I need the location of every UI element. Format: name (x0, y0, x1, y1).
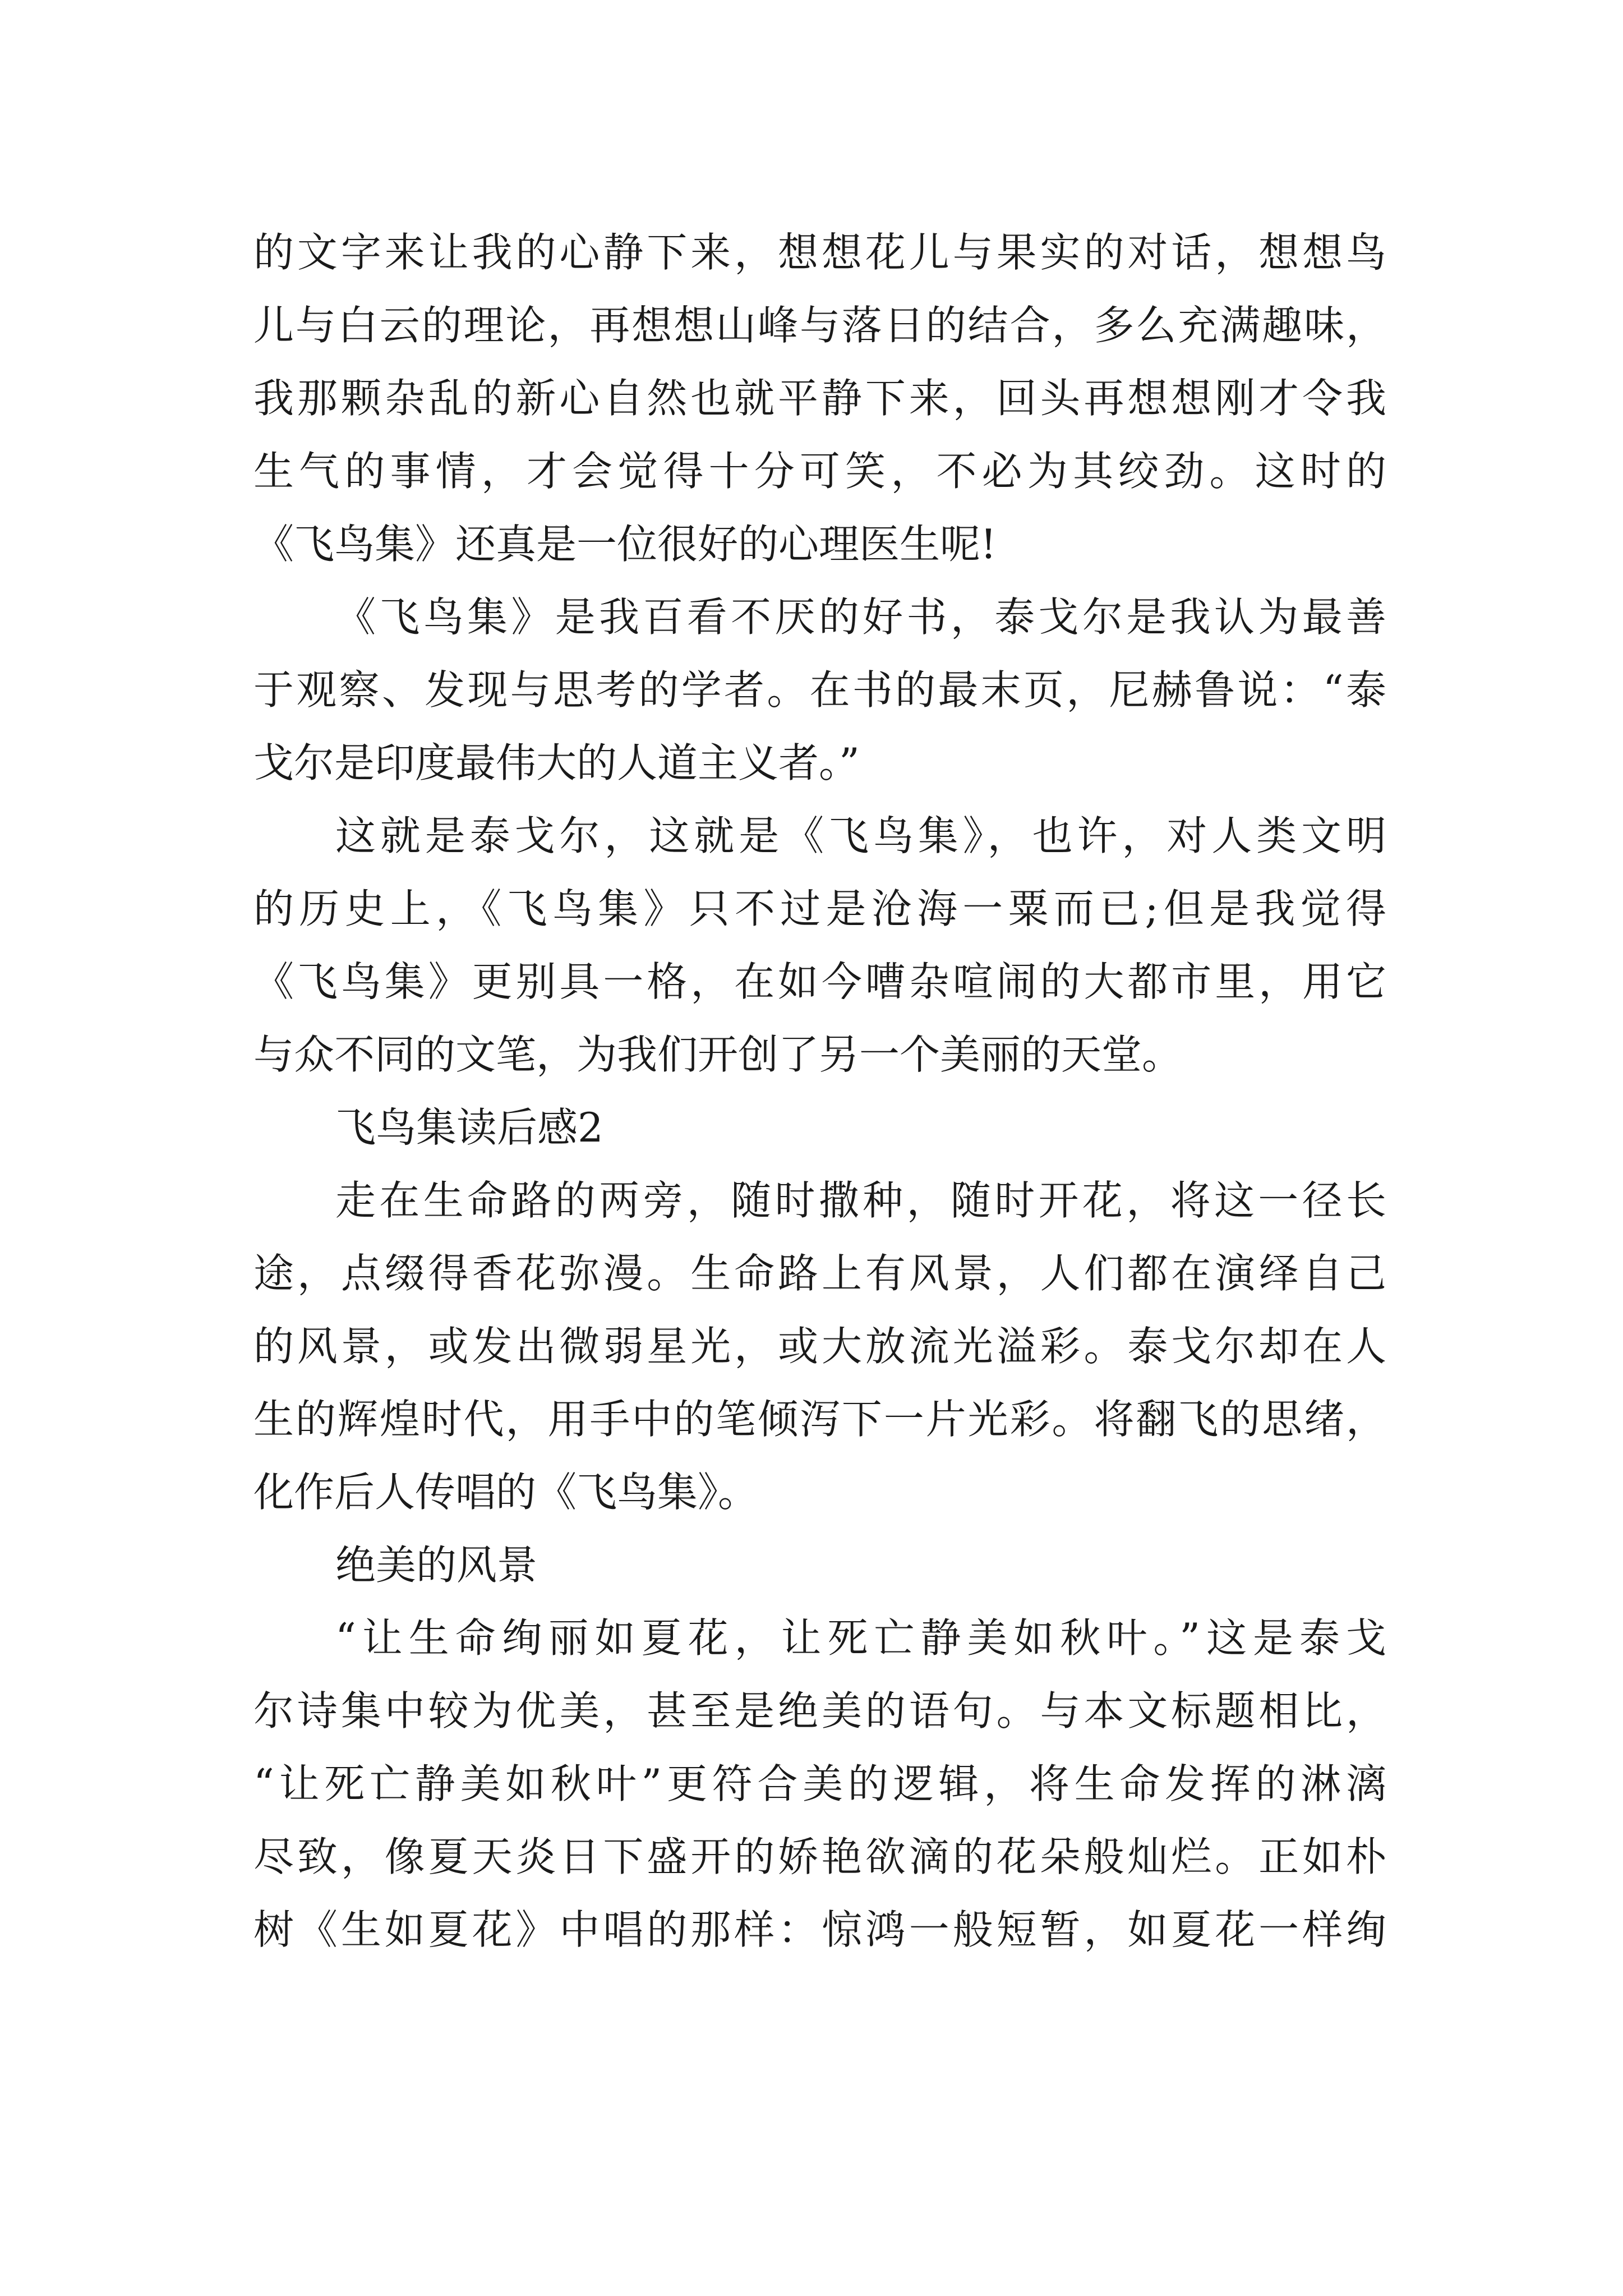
text-line: 《飞鸟集》是我百看不厌的好书，泰戈尔是我认为最善 (335, 593, 1386, 641)
text-line: “让生命绚丽如夏花，让死亡静美如秋叶。”这是泰戈 (335, 1614, 1386, 1662)
text-line: 尔诗集中较为优美，甚至是绝美的语句。与本文标题相比， (253, 1687, 1386, 1734)
paragraph (253, 1602, 1386, 1966)
text-line: “让死亡静美如秋叶”更符合美的逻辑，将生命发挥的淋漓 (253, 1760, 1386, 1807)
paragraph (253, 1164, 1386, 1529)
text-line: 途，点缀得香花弥漫。生命路上有风景，人们都在演绎自己 (253, 1250, 1386, 1297)
text-line: 我那颗杂乱的新心自然也就平静下来，回头再想想刚才令我 (253, 375, 1386, 422)
subheading (253, 1529, 1386, 1602)
text-line: 树《生如夏花》中唱的那样：惊鸿一般短暂，如夏花一样绚 (253, 1906, 1386, 1953)
text-line: 儿与白云的理论，再想想山峰与落日的结合，多么充满趣味， (253, 302, 1386, 349)
text-line: 生气的事情，才会觉得十分可笑，不必为其绞劲。这时的 (253, 448, 1386, 495)
subheading-text: 绝美的风景 (335, 1542, 538, 1589)
text-line: 走在生命路的两旁，随时撒种，随时开花，将这一径长 (335, 1177, 1386, 1224)
text-line: 《飞鸟集》更别具一格，在如今嘈杂喧闹的大都市里，用它 (253, 958, 1386, 1005)
paragraph (253, 581, 1386, 799)
paragraph (253, 799, 1386, 1091)
text-line: 的风景，或发出微弱星光，或大放流光溢彩。泰戈尔却在人 (253, 1323, 1386, 1370)
section-heading-text: 飞鸟集读后感2 (335, 1104, 603, 1151)
section-heading (253, 1091, 1386, 1164)
text-line: 《飞鸟集》还真是一位很好的心理医生呢! (253, 521, 997, 568)
text-line: 与众不同的文笔，为我们开创了另一个美丽的天堂。 (253, 1031, 1183, 1078)
text-line: 的文字来让我的心静下来，想想花儿与果实的对话，想想鸟 (253, 229, 1386, 276)
text-line: 这就是泰戈尔，这就是《飞鸟集》，也许，对人类文明 (335, 812, 1386, 859)
paragraph (253, 216, 1386, 581)
text-line: 的历史上，《飞鸟集》只不过是沧海一粟而已;但是我觉得 (253, 885, 1386, 932)
text-line: 化作后人传唱的《飞鸟集》。 (253, 1469, 759, 1516)
text-line: 戈尔是印度最伟大的人道主义者。” (253, 739, 860, 786)
text-line: 生的辉煌时代，用手中的笔倾泻下一片光彩。将翻飞的思绪， (253, 1396, 1386, 1443)
text-line: 尽致，像夏天炎日下盛开的娇艳欲滴的花朵般灿烂。正如朴 (253, 1833, 1386, 1880)
text-line: 于观察、发现与思考的学者。在书的最末页，尼赫鲁说：“泰 (253, 666, 1386, 714)
body-text (253, 216, 1386, 1966)
